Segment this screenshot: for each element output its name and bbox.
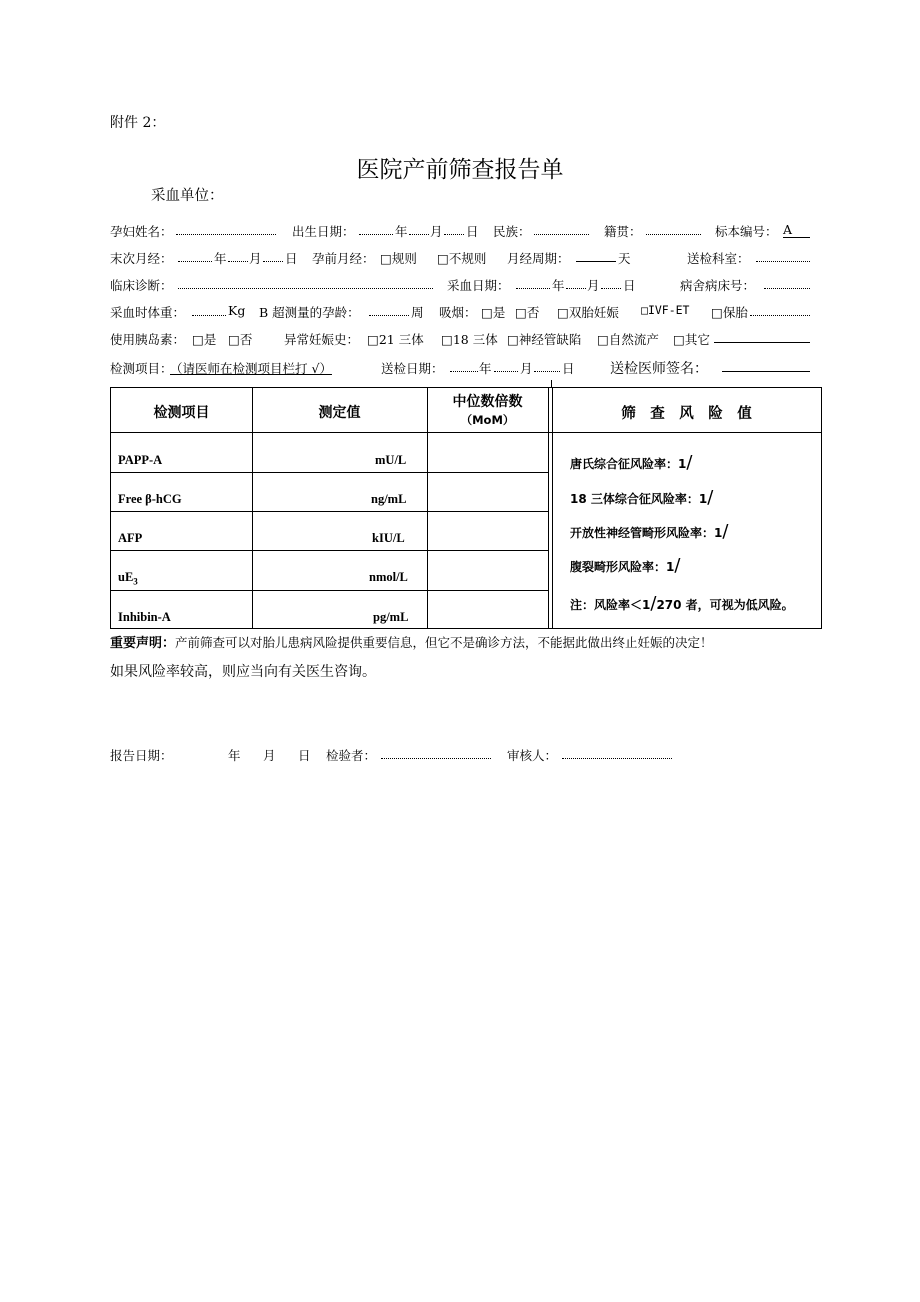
insulin-no-checkbox[interactable]: □否 [228, 332, 253, 347]
reviewer-field[interactable] [562, 746, 672, 762]
tester-field[interactable] [381, 746, 491, 762]
birth-month-field[interactable] [409, 222, 429, 238]
risk-trisomy-18: 18 三体综合征风险率：1/ [570, 487, 714, 508]
lmp-month-field[interactable] [228, 249, 248, 265]
lmp-day-field[interactable] [263, 249, 283, 265]
doctor-signature-field[interactable] [722, 359, 810, 375]
dept-field[interactable] [756, 249, 810, 265]
reviewer-label: 审核人： [507, 748, 558, 763]
bscan-age-label: B 超测量的孕龄： [259, 305, 360, 320]
smoking-label: 吸烟： [439, 305, 477, 320]
cycle-label: 月经周期： [507, 251, 570, 266]
form-row-items: 检测项目： （请医师在检测项目栏打 √） 送检日期： 年 月 日 送检医师签名： [110, 359, 810, 379]
report-table [110, 387, 822, 629]
risk-down-syndrome: 唐氏综合征风险率：1/ [570, 452, 693, 473]
dept-label: 送检科室： [687, 251, 750, 266]
page-title: 医院产前筛查报告单 [356, 157, 564, 183]
lmp-label: 末次月经： [110, 251, 173, 266]
send-day-field[interactable] [534, 359, 560, 375]
risk-gastroschisis: 腹裂畸形风险率：1/ [570, 555, 681, 576]
attachment-label: 附件 2： [110, 115, 166, 131]
origin-label: 籍贯： [604, 224, 642, 239]
header-measured-value: 测定值 [318, 405, 361, 421]
ivf-checkbox[interactable]: □IVF-ET [641, 303, 690, 317]
weight-field[interactable] [192, 303, 226, 319]
twin-checkbox[interactable]: □双胎妊娠 [557, 305, 619, 320]
collect-day-field[interactable] [601, 276, 621, 292]
bscan-week-field[interactable] [369, 303, 409, 319]
ethnicity-field[interactable] [534, 222, 589, 238]
patient-name-label: 孕妇姓名： [110, 224, 173, 239]
risk-neural-tube: 开放性神经管畸形风险率：1/ [570, 521, 729, 542]
bed-number-label: 病舍病床号： [680, 278, 756, 293]
bed-number-field[interactable] [764, 276, 810, 292]
t18-checkbox[interactable]: □18 三体 [441, 332, 498, 347]
weight-label: 采血时体重： [110, 305, 186, 320]
t21-checkbox[interactable]: □21 三体 [367, 332, 424, 347]
smoking-yes-checkbox[interactable]: □是 [481, 305, 506, 320]
doctor-signature-label: 送检医师签名： [610, 361, 708, 377]
risk-note: 注：风险率＜1/270 者，可视为低风险。 [570, 593, 794, 614]
advice-text: 如果风险率较高，则应当向有关医生咨询。 [110, 664, 376, 680]
send-date-label: 送检日期： [381, 361, 444, 376]
insulin-label: 使用胰岛素： [110, 332, 186, 347]
other-field[interactable] [714, 330, 810, 346]
smoking-no-checkbox[interactable]: □否 [515, 305, 540, 320]
send-month-field[interactable] [494, 359, 518, 375]
lmp-year-field[interactable] [178, 249, 212, 265]
collect-month-field[interactable] [566, 276, 586, 292]
table-row-item: Inhibin-A [118, 610, 171, 624]
cycle-field[interactable] [576, 249, 616, 265]
regular-checkbox[interactable]: □规则 [380, 251, 417, 266]
form-row-patient: 孕妇姓名： 出生日期： 年 月 日 民族： 籍贯： 标本编号： A [110, 222, 810, 242]
specimen-number-value[interactable]: A [783, 222, 810, 238]
table-row-item: PAPP-A [118, 453, 163, 467]
important-statement: 重要声明：产前筛查可以对胎儿患病风险提供重要信息，但它不是确诊方法，不能据此做出终止妊娠的决定！ [110, 635, 713, 651]
table-row-item: AFP [118, 531, 143, 545]
table-row-item: Free β-hCG [118, 492, 182, 506]
table-row-unit: nmol/L [369, 570, 408, 584]
table-row-item: $uE_3$ [118, 570, 138, 587]
keep-pregnancy-field[interactable] [750, 303, 810, 319]
table-row-unit: pg/mL [373, 610, 409, 624]
header-mom-sub: （MoM） [460, 413, 515, 427]
birth-year-field[interactable] [359, 222, 393, 238]
pre-menstrual-label: 孕前月经： [312, 251, 375, 266]
table-row-unit: ng/mL [371, 492, 407, 506]
table-row-unit: kIU/L [372, 531, 405, 545]
report-date-label: 报告日期： [110, 748, 173, 763]
birth-date-label: 出生日期： [292, 224, 355, 239]
abnormal-history-label: 异常妊娠史： [284, 332, 360, 347]
form-row-diagnosis: 临床诊断： 采血日期： 年 月 日 病舍病床号： [110, 276, 810, 296]
ntd-checkbox[interactable]: □神经管缺陷 [507, 332, 582, 347]
header-risk: 筛 查 风 险 值 [621, 406, 752, 422]
diagnosis-field[interactable] [178, 276, 433, 292]
header-mom: 中位数倍数 [452, 394, 523, 410]
irregular-checkbox[interactable]: □不规则 [437, 251, 487, 266]
other-checkbox[interactable]: □其它 [673, 332, 710, 347]
diagnosis-label: 临床诊断： [110, 278, 173, 293]
form-row-menstrual: 末次月经： 年 月 日 孕前月经： □规则 □不规则 月经周期： 天 送检科室： [110, 249, 810, 269]
ethnicity-label: 民族： [493, 224, 531, 239]
tester-label: 检验者： [326, 748, 377, 763]
send-year-field[interactable] [450, 359, 478, 375]
collect-date-label: 采血日期： [447, 278, 510, 293]
test-items-note: （请医师在检测项目栏打 √） [170, 361, 332, 376]
test-items-label: 检测项目： [110, 361, 173, 376]
patient-name-field[interactable] [176, 222, 276, 238]
collect-year-field[interactable] [516, 276, 550, 292]
header-test-item: 检测项目 [153, 405, 210, 421]
insulin-yes-checkbox[interactable]: □是 [192, 332, 217, 347]
table-row-unit: mU/L [375, 453, 407, 467]
keep-pregnancy-checkbox[interactable]: □保胎 [711, 305, 748, 320]
birth-day-field[interactable] [444, 222, 464, 238]
origin-field[interactable] [646, 222, 701, 238]
report-footer: 报告日期： 年 月 日 检验者： 审核人： [110, 746, 810, 766]
specimen-number-label: 标本编号： [715, 224, 778, 239]
form-row-history [110, 330, 810, 350]
form-row-weight: 采血时体重： Kg B 超测量的孕龄： 周 吸烟： □是 □否 □双胎妊娠 □IVF-ET □保胎 [110, 303, 810, 323]
abortion-checkbox[interactable]: □自然流产 [597, 332, 659, 347]
collection-unit-label: 采血单位： [151, 188, 224, 204]
